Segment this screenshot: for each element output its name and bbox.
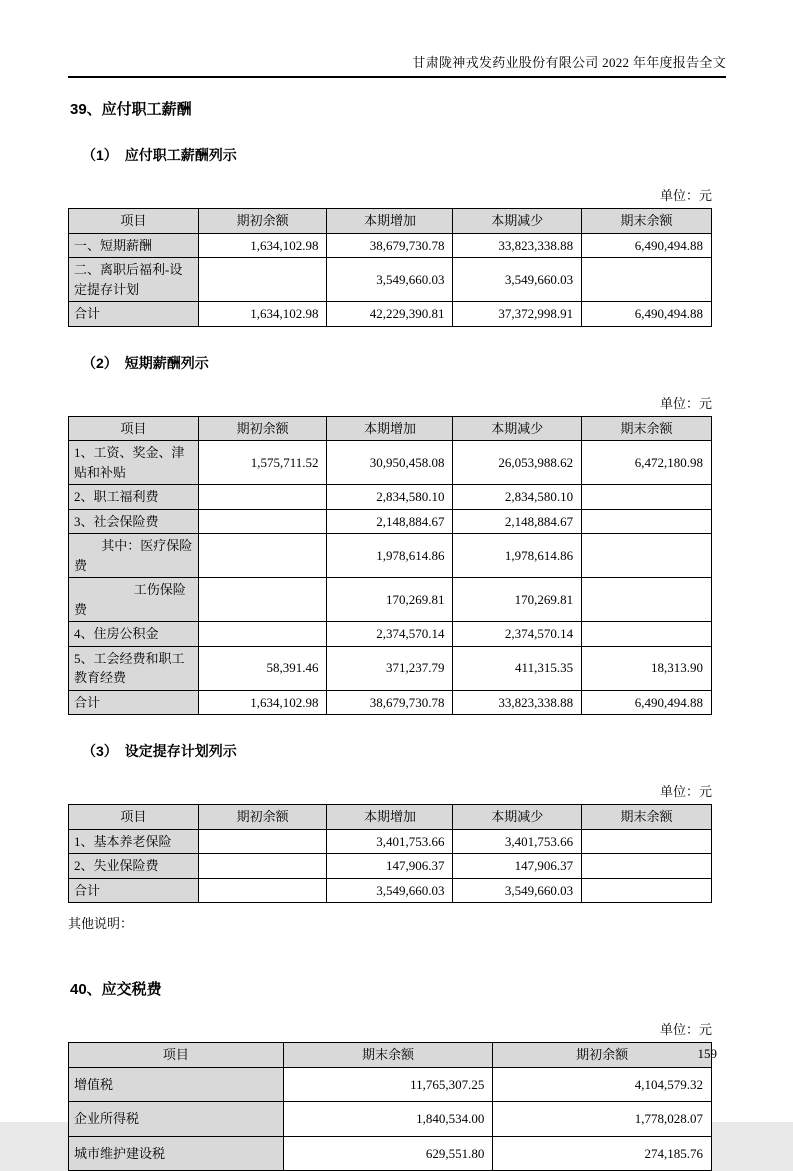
cell-value	[582, 878, 712, 903]
cell-value: 3,401,753.66	[453, 829, 582, 854]
row-label: 5、工会经费和职工教育经费	[69, 646, 199, 690]
cell-value: 1,575,711.52	[198, 441, 327, 485]
cell-value	[198, 622, 327, 647]
cell-value: 33,823,338.88	[453, 233, 582, 258]
row-label: 2、职工福利费	[69, 485, 199, 510]
cell-value: 2,374,570.14	[453, 622, 582, 647]
row-label: 城市维护建设税	[69, 1136, 284, 1171]
row-label: 1、基本养老保险	[69, 829, 199, 854]
cell-value	[582, 258, 712, 302]
column-header: 期初余额	[198, 805, 327, 830]
cell-value: 1,840,534.00	[283, 1102, 493, 1137]
cell-value: 2,148,884.67	[327, 509, 453, 534]
table-row	[69, 534, 712, 578]
cell-value	[582, 622, 712, 647]
column-header: 本期增加	[327, 209, 453, 234]
cell-value: 1,778,028.07	[493, 1102, 712, 1137]
row-label: 合计	[69, 878, 199, 903]
page-header-title: 甘肃陇神戎发药业股份有限公司 2022 年年度报告全文	[68, 0, 726, 78]
column-header: 本期减少	[453, 209, 582, 234]
column-header: 期初余额	[493, 1043, 712, 1068]
cell-value	[198, 534, 327, 578]
column-header: 本期减少	[453, 805, 582, 830]
table-row	[69, 509, 712, 534]
section-39-2-title: （2） 短期薪酬列示	[82, 354, 209, 371]
cell-value: 1,634,102.98	[198, 233, 327, 258]
unit-label: 单位：元	[659, 188, 712, 203]
cell-value	[198, 829, 327, 854]
cell-value: 170,269.81	[453, 578, 582, 622]
section-40-title: 40、应交税费	[70, 981, 162, 998]
table-header-row	[69, 416, 712, 441]
table-row	[69, 690, 712, 715]
cell-value: 37,372,998.91	[453, 302, 582, 327]
cell-value	[582, 578, 712, 622]
column-header: 项目	[69, 805, 199, 830]
cell-value	[582, 534, 712, 578]
column-header: 项目	[69, 1043, 284, 1068]
table-row	[69, 622, 712, 647]
cell-value	[198, 878, 327, 903]
cell-value: 147,906.37	[453, 854, 582, 879]
cell-value: 4,104,579.32	[493, 1067, 712, 1102]
table-row	[69, 233, 712, 258]
table-header-row	[69, 209, 712, 234]
column-header: 期末余额	[283, 1043, 493, 1068]
cell-value: 629,551.80	[283, 1136, 493, 1171]
row-label: 工伤保险费	[69, 578, 199, 622]
table-row	[69, 1102, 712, 1137]
cell-value	[198, 485, 327, 510]
cell-value: 6,490,494.88	[582, 690, 712, 715]
cell-value: 58,391.46	[198, 646, 327, 690]
cell-value	[582, 829, 712, 854]
cell-value: 3,401,753.66	[327, 829, 453, 854]
page-number: 159	[697, 1046, 717, 1061]
cell-value: 26,053,988.62	[453, 441, 582, 485]
unit-label: 单位：元	[659, 395, 712, 411]
table-row	[69, 1067, 712, 1102]
section-39-title: 39、应付职工薪酬	[70, 101, 192, 118]
row-label: 二、离职后福利-设定提存计划	[69, 258, 199, 302]
cell-value	[198, 578, 327, 622]
cell-value: 2,148,884.67	[453, 509, 582, 534]
taxes-payable-table	[68, 1042, 712, 1171]
table-row	[69, 646, 712, 690]
cell-value: 6,490,494.88	[582, 302, 712, 327]
column-header: 期末余额	[582, 805, 712, 830]
table-row	[69, 578, 712, 622]
row-label: 4、住房公积金	[69, 622, 199, 647]
cell-value: 1,634,102.98	[198, 690, 327, 715]
cell-value: 3,549,660.03	[453, 258, 582, 302]
cell-value	[582, 854, 712, 879]
cell-value: 42,229,390.81	[327, 302, 453, 327]
column-header: 本期增加	[327, 805, 453, 830]
cell-value	[198, 258, 327, 302]
table-row	[69, 1136, 712, 1171]
other-note: 其他说明：	[68, 916, 134, 931]
table-row	[69, 878, 712, 903]
row-label: 合计	[69, 690, 199, 715]
column-header: 项目	[69, 209, 199, 234]
cell-value: 6,472,180.98	[582, 441, 712, 485]
row-label: 其中：医疗保险费	[69, 534, 199, 578]
section-39-1-title: （1） 应付职工薪酬列示	[82, 147, 237, 163]
cell-value: 2,834,580.10	[453, 485, 582, 510]
column-header: 期初余额	[198, 416, 327, 441]
unit-label: 单位：元	[659, 784, 712, 799]
table-row	[69, 829, 712, 854]
payroll-payable-table	[68, 208, 712, 327]
cell-value: 1,978,614.86	[453, 534, 582, 578]
column-header: 本期减少	[453, 416, 582, 441]
row-label: 增值税	[69, 1067, 284, 1102]
row-label: 2、失业保险费	[69, 854, 199, 879]
cell-value: 33,823,338.88	[453, 690, 582, 715]
cell-value: 2,374,570.14	[327, 622, 453, 647]
cell-value: 30,950,458.08	[327, 441, 453, 485]
cell-value: 3,549,660.03	[453, 878, 582, 903]
cell-value: 147,906.37	[327, 854, 453, 879]
cell-value: 3,549,660.03	[327, 258, 453, 302]
row-label: 合计	[69, 302, 199, 327]
defined-contribution-table	[68, 804, 712, 903]
column-header: 项目	[69, 416, 199, 441]
cell-value: 6,490,494.88	[582, 233, 712, 258]
cell-value: 2,834,580.10	[327, 485, 453, 510]
cell-value: 18,313.90	[582, 646, 712, 690]
cell-value: 38,679,730.78	[327, 690, 453, 715]
cell-value	[198, 509, 327, 534]
table-row	[69, 441, 712, 485]
column-header: 期初余额	[198, 209, 327, 234]
cell-value	[582, 485, 712, 510]
table-header-row	[69, 805, 712, 830]
cell-value: 1,634,102.98	[198, 302, 327, 327]
cell-value: 38,679,730.78	[327, 233, 453, 258]
row-label: 企业所得税	[69, 1102, 284, 1137]
cell-value: 274,185.76	[493, 1136, 712, 1171]
cell-value: 411,315.35	[453, 646, 582, 690]
table-header-row	[69, 1043, 712, 1068]
table-row	[69, 854, 712, 879]
cell-value: 3,549,660.03	[327, 878, 453, 903]
row-label: 3、社会保险费	[69, 509, 199, 534]
short-term-payroll-table	[68, 416, 712, 716]
table-row	[69, 485, 712, 510]
cell-value: 1,978,614.86	[327, 534, 453, 578]
cell-value	[198, 854, 327, 879]
unit-label: 单位：元	[659, 1022, 712, 1037]
cell-value: 371,237.79	[327, 646, 453, 690]
column-header: 期末余额	[582, 416, 712, 441]
column-header: 期末余额	[582, 209, 712, 234]
row-label: 1、工资、奖金、津贴和补贴	[69, 441, 199, 485]
row-label: 一、短期薪酬	[69, 233, 199, 258]
page-content	[68, 74, 726, 1171]
cell-value: 170,269.81	[327, 578, 453, 622]
table-row	[69, 302, 712, 327]
cell-value	[582, 509, 712, 534]
cell-value: 11,765,307.25	[283, 1067, 493, 1102]
section-39-3-title: （3） 设定提存计划列示	[82, 743, 237, 759]
table-row	[69, 258, 712, 302]
column-header: 本期增加	[327, 416, 453, 441]
